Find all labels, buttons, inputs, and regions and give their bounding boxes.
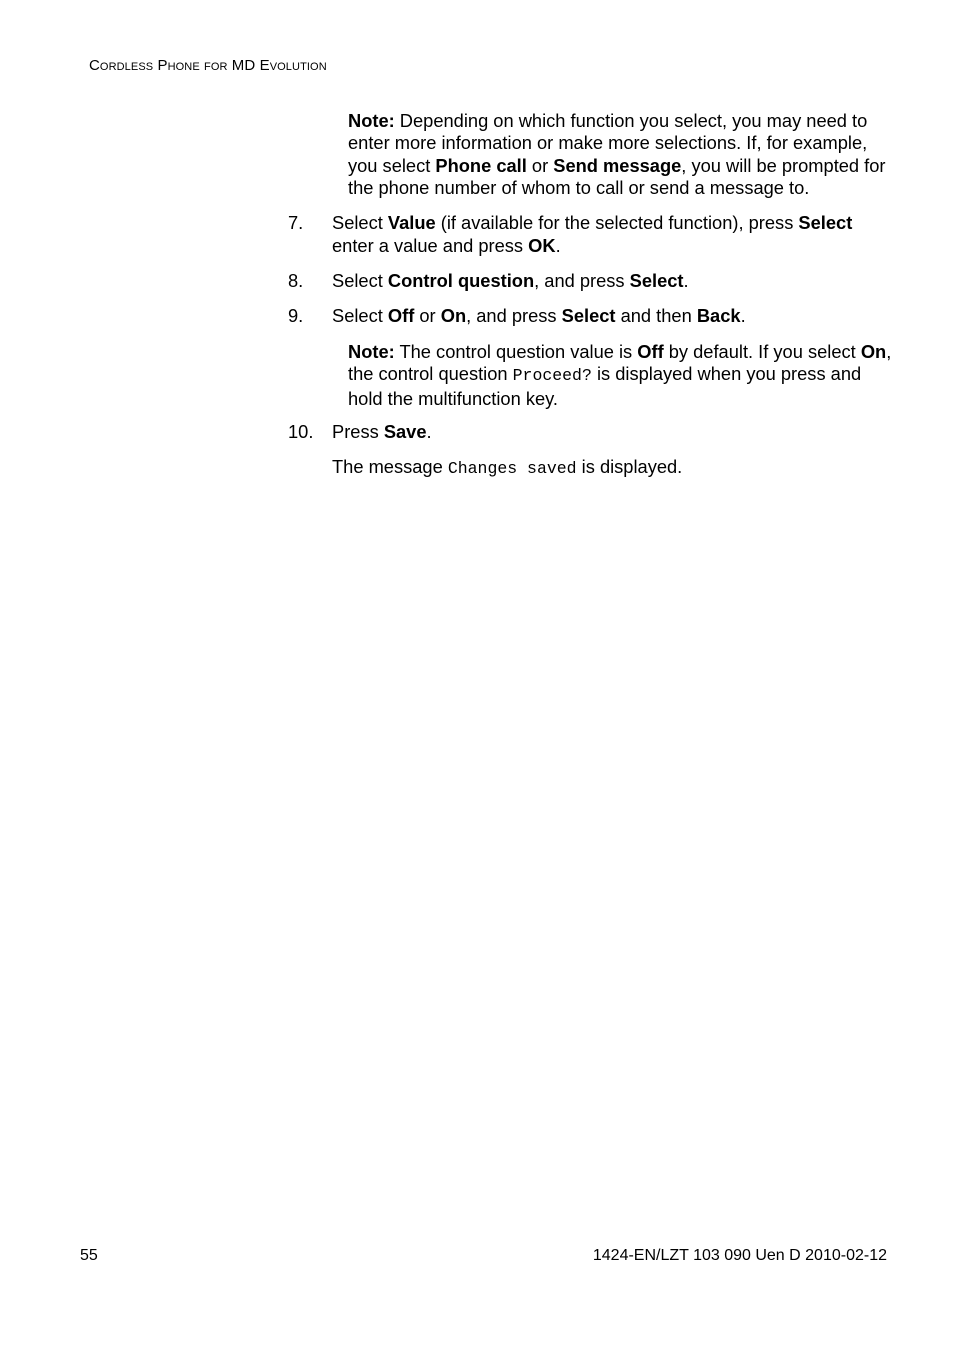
term-select: Select	[561, 305, 616, 326]
term-off: Off	[387, 305, 415, 326]
running-header: Cordless Phone for MD Evolution	[89, 57, 327, 74]
step-number: 7.	[288, 212, 304, 233]
term-back: Back	[696, 305, 741, 326]
term-on: On	[860, 341, 887, 362]
term-value: Value	[387, 212, 436, 233]
term-phone-call: Phone call	[435, 154, 527, 176]
note-control-question: Note: The control question value is Off by default. If you select On, the control question Proceed? is displayed when you press and hold the multifunction key.	[348, 341, 892, 409]
display-text-changes-saved: Changes saved	[447, 459, 577, 478]
term-save: Save	[383, 421, 427, 442]
term-control-question: Control question	[387, 270, 535, 291]
result-message: The message Changes saved is displayed.	[332, 456, 683, 478]
note-label: Note:	[348, 341, 395, 362]
page-number: 55	[80, 1247, 98, 1264]
term-select: Select	[798, 212, 853, 233]
step-number: 10.	[288, 421, 314, 442]
step-text: Press Save.	[332, 421, 432, 442]
term-off: Off	[637, 341, 664, 362]
step-7	[288, 212, 894, 257]
note-label: Note:	[348, 110, 395, 131]
step-text: Select Value (if available for the selected function), press Select enter a value and press OK.	[332, 212, 853, 256]
display-text-proceed: Proceed?	[512, 366, 592, 386]
step-8	[288, 270, 894, 293]
step-number: 9.	[288, 305, 304, 326]
term-ok: OK	[528, 234, 556, 256]
note-function-selection: Note: Depending on which function you select, you may need to enter more information or make more selections. If, for example, you select Phone call or Send message, you will be prompted for the phone number of whom to call or send a message to.	[348, 110, 886, 199]
term-on: On	[440, 305, 467, 326]
step-text: Select Control question, and press Select.	[332, 270, 689, 291]
term-select: Select	[629, 270, 684, 291]
document-id: 1424-EN/LZT 103 090 Uen D 2010-02-12	[592, 1247, 887, 1264]
term-send-message: Send message	[553, 154, 682, 176]
step-text: Select Off or On, and press Select and then Back.	[332, 305, 746, 326]
step-10	[288, 421, 894, 444]
step-9	[288, 305, 894, 328]
step-number: 8.	[288, 270, 304, 291]
